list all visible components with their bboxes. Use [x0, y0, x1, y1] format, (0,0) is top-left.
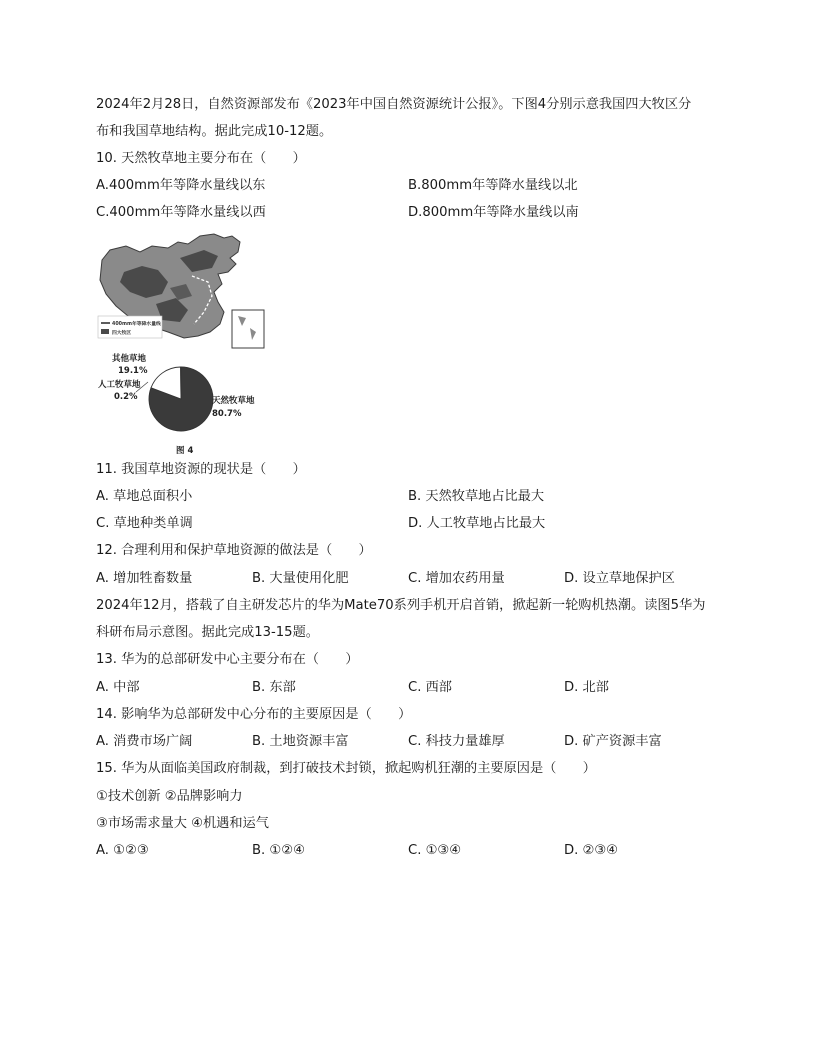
q12-option-a: A. 增加牲畜数量: [96, 571, 193, 586]
intro2-line2: 科研布局示意图。据此完成13-15题。: [96, 625, 319, 640]
q11-option-d: D. 人工牧草地占比最大: [408, 516, 546, 531]
legend-isohyet-label: 400mm年等降水量线: [112, 322, 161, 327]
pie-label-other-value: 19.1%: [118, 366, 148, 376]
q15-stem: 15. 华为从面临美国政府制裁，到打破技术封锁，掀起购机狂潮的主要原因是（ ）: [96, 761, 596, 776]
q15-option-a: A. ①②③: [96, 843, 149, 858]
q11-option-b: B. 天然牧草地占比最大: [408, 489, 545, 504]
q14-option-a: A. 消费市场广阔: [96, 734, 193, 749]
q13-option-c: C. 西部: [408, 680, 452, 695]
q13-option-b: B. 东部: [252, 680, 296, 695]
q14-option-d: D. 矿产资源丰富: [564, 734, 662, 749]
q14-option-c: C. 科技力量雄厚: [408, 734, 505, 749]
figure-4: [96, 232, 271, 457]
q14-option-b: B. 土地资源丰富: [252, 734, 349, 749]
q14-stem: 14. 影响华为总部研发中心分布的主要原因是（ ）: [96, 707, 412, 722]
legend-pastoral-label: 四大牧区: [112, 331, 132, 336]
intro1-line2: 布和我国草地结构。据此完成10-12题。: [96, 124, 333, 139]
china-map: [98, 234, 264, 348]
q10-option-a: A.400mm年等降水量线以东: [96, 178, 266, 193]
pie-label-artificial-value: 0.2%: [114, 392, 138, 402]
q15-items-line2: ③市场需求量大 ④机遇和运气: [96, 816, 269, 831]
pie-label-artificial-name: 人工牧草地: [98, 380, 141, 390]
south-sea-inset: [232, 310, 264, 348]
pie-label-other-name: 其他草地: [112, 354, 147, 364]
q11-option-c: C. 草地种类单调: [96, 516, 193, 531]
q10-option-c: C.400mm年等降水量线以西: [96, 205, 266, 220]
q15-option-d: D. ②③④: [564, 843, 619, 858]
q10-option-d: D.800mm年等降水量线以南: [408, 205, 579, 220]
intro1-line1: 2024年2月28日，自然资源部发布《2023年中国自然资源统计公报》。下图4分别示意我国四大牧区分: [96, 97, 692, 112]
q10-stem: 10. 天然牧草地主要分布在（ ）: [96, 151, 306, 166]
figure-4-graphic: [96, 232, 271, 457]
pie-label-natural-value: 80.7%: [212, 409, 242, 419]
q10-option-b: B.800mm年等降水量线以北: [408, 178, 578, 193]
pie-label-natural-name: 天然牧草地: [212, 396, 255, 406]
q13-stem: 13. 华为的总部研发中心主要分布在（ ）: [96, 652, 359, 667]
q13-option-d: D. 北部: [564, 680, 609, 695]
intro2-line1: 2024年12月，搭载了自主研发芯片的华为Mate70系列手机开启首销，掀起新一轮购机热潮。读图5华为: [96, 598, 706, 613]
q13-option-a: A. 中部: [96, 680, 140, 695]
q12-option-d: D. 设立草地保护区: [564, 571, 675, 586]
q12-option-b: B. 大量使用化肥: [252, 571, 349, 586]
q11-option-a: A. 草地总面积小: [96, 489, 193, 504]
legend-pastoral-symbol: [101, 329, 109, 334]
q11-stem: 11. 我国草地资源的现状是（ ）: [96, 462, 306, 477]
q12-option-c: C. 增加农药用量: [408, 571, 505, 586]
figure-caption: 图 4: [176, 446, 194, 456]
q15-items-line1: ①技术创新 ②品牌影响力: [96, 789, 243, 804]
q15-option-b: B. ①②④: [252, 843, 305, 858]
q15-option-c: C. ①③④: [408, 843, 462, 858]
q12-stem: 12. 合理利用和保护草地资源的做法是（ ）: [96, 543, 372, 558]
pie-chart: [98, 353, 255, 456]
